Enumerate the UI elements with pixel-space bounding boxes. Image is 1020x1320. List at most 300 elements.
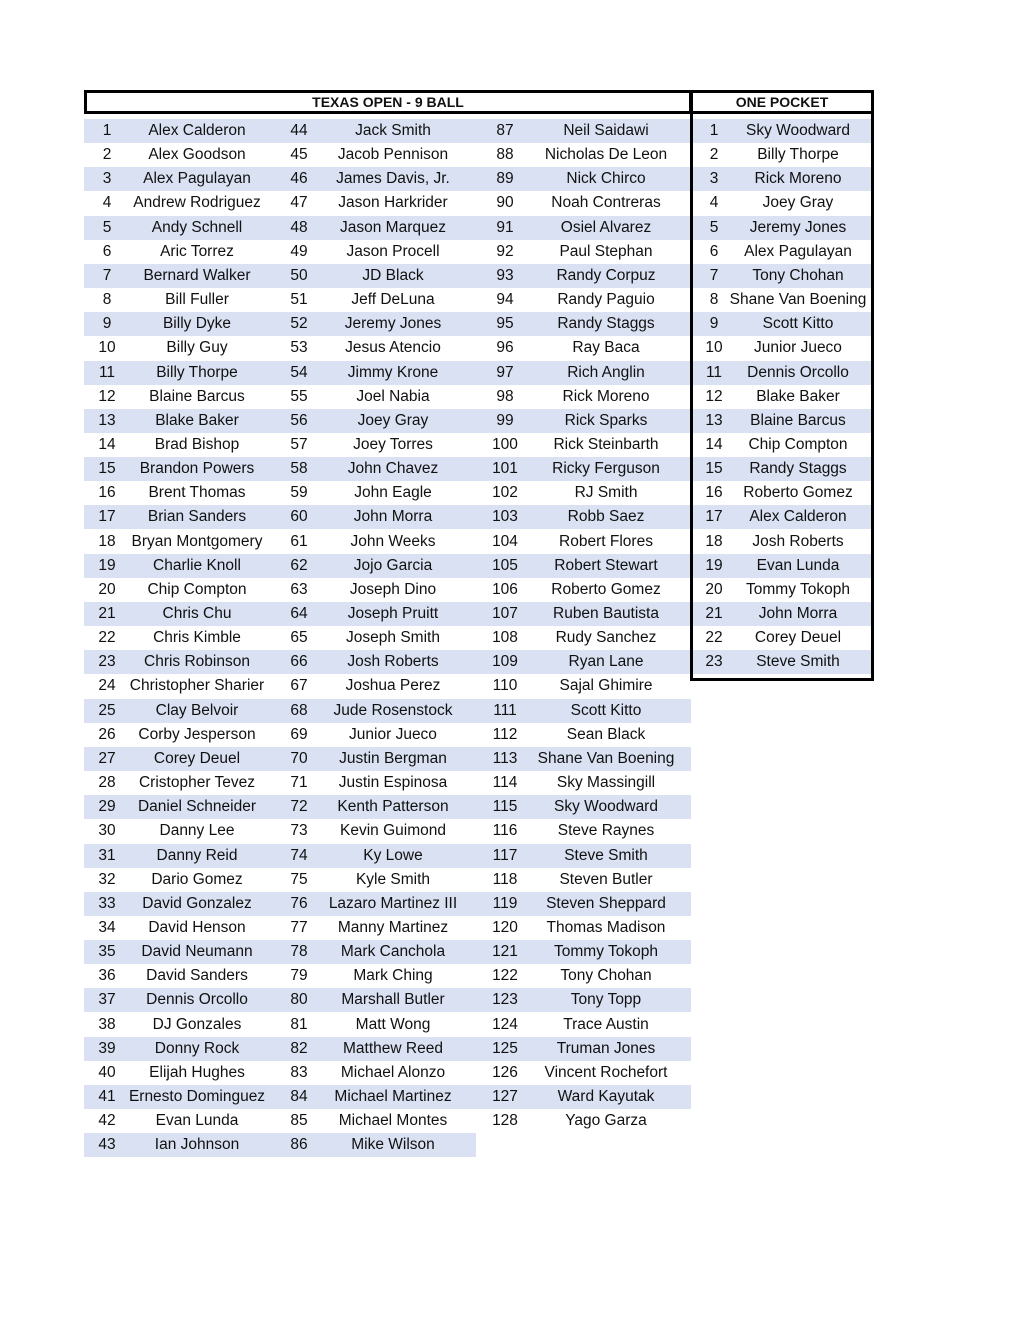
table-row [84,1013,476,1037]
table-row [476,1061,691,1085]
seed-number: 1 [102,122,112,139]
seed-number: 95 [496,315,514,333]
table-row [476,1085,691,1109]
player-name: Manny Martinez [337,918,449,936]
player-name: Donny Rock [154,1039,240,1057]
table-row [84,1133,476,1157]
player-name: Junior Jueco [349,725,437,743]
player-name: Alex Pagulayan [744,242,852,260]
seed-number: 11 [705,363,723,381]
seed-number: 62 [290,556,308,574]
player-name: Truman Jones [556,1039,656,1057]
table-row [692,119,872,143]
table-row [692,312,872,336]
player-name: Dennis Orcollo [747,363,849,381]
player-name: Andy Schnell [151,218,243,236]
player-name: Rick Sparks [564,411,648,429]
table-row [692,433,872,457]
player-name: David Neumann [141,943,253,961]
table-row [476,361,691,385]
seed-number: 16 [98,484,116,502]
seed-number: 105 [492,556,518,574]
player-name: Blaine Barcus [750,411,846,429]
seed-number: 15 [705,460,723,478]
seed-number: 34 [98,918,116,936]
table-row [84,530,476,554]
player-name: Paul Stephan [559,242,653,260]
player-name: John Eagle [354,484,432,502]
seed-number: 19 [705,556,723,574]
player-name: David Sanders [146,967,248,985]
table-row [84,868,476,892]
seed-number: 7 [102,266,112,284]
seed-number: 93 [496,266,514,284]
table-row [476,216,691,240]
seed-number: 101 [492,460,518,478]
seed-number: 107 [492,605,518,622]
player-name: Alex Calderon [148,122,246,139]
player-name: Josh Roberts [752,532,844,550]
player-name: Jeremy Jones [344,315,442,333]
seed-number: 121 [492,943,518,961]
table-row [692,336,872,360]
table-row [84,723,476,747]
seed-number: 10 [98,339,116,357]
table-row [476,385,691,409]
table-row [84,916,476,940]
player-name: David Gonzalez [142,894,252,912]
player-name: Chip Compton [147,580,247,598]
player-name: JD Black [362,266,424,284]
seed-number: 71 [290,774,308,792]
seed-number: 25 [98,701,116,719]
table-row [476,312,691,336]
seed-number: 24 [98,677,116,695]
table-row [692,481,872,505]
player-name: Steven Butler [559,870,653,888]
seed-number: 43 [98,1136,116,1154]
player-name: Corey Deuel [153,749,241,767]
player-name: Lazaro Martinez III [328,894,458,912]
seed-number: 125 [492,1039,518,1057]
table-row [476,554,691,578]
table-row [476,940,691,964]
table-row [84,336,476,360]
player-name: Bernard Walker [143,266,251,284]
seed-number: 110 [492,677,518,695]
table-row [692,288,872,312]
seed-number: 20 [705,580,723,598]
seed-number: 80 [290,991,308,1009]
player-name: Roberto Gomez [551,580,661,598]
seed-number: 42 [98,1112,116,1130]
seed-number: 120 [492,918,518,936]
seed-number: 96 [496,339,514,357]
table-row [84,795,476,819]
player-name: Ernesto Dominguez [128,1088,266,1105]
seed-number: 12 [98,387,116,405]
seed-number: 83 [290,1063,308,1081]
player-name: Steven Sheppard [546,894,666,912]
seed-number: 30 [98,822,116,840]
seed-number: 122 [492,967,518,985]
player-name: Randy Paguio [557,291,655,309]
seed-number: 124 [492,1015,518,1033]
player-name: Dennis Orcollo [146,991,248,1009]
player-name: Blaine Barcus [149,387,245,405]
table-row [692,264,872,288]
player-name: Joey Gray [357,411,429,429]
player-name: Nicholas De Leon [544,146,668,164]
table-row [692,361,872,385]
seed-number: 39 [98,1039,116,1057]
player-name: John Morra [353,508,433,526]
seed-number: 38 [98,1015,116,1033]
player-name: Randy Corpuz [556,266,656,284]
table-row [84,264,476,288]
seed-number: 97 [496,363,514,381]
seed-number: 116 [492,822,518,840]
player-name: Jason Harkrider [338,194,448,212]
table-row [476,868,691,892]
seed-number: 56 [290,411,308,429]
seed-number: 94 [496,291,514,309]
player-name: Aric Torrez [160,242,234,260]
seed-number: 6 [709,242,719,260]
table-row [84,167,476,191]
table-row [692,602,872,626]
player-name: Sky Woodward [554,798,658,816]
seed-number: 12 [705,387,723,405]
player-name: Scott Kitto [570,701,642,719]
player-name: DJ Gonzales [152,1015,242,1033]
player-name: Joey Torres [353,435,433,453]
table-row [692,216,872,240]
table-row [84,1085,476,1109]
seed-number: 76 [290,894,308,912]
table-row [476,288,691,312]
seed-number: 31 [98,846,116,864]
seed-number: 109 [492,653,518,671]
player-name: Sky Massingill [556,774,656,792]
seed-number: 72 [290,798,308,816]
player-name: Elijah Hughes [149,1063,245,1081]
player-name: Evan Lunda [155,1112,239,1130]
seed-number: 59 [290,484,308,502]
seed-number: 55 [290,387,308,405]
seed-number: 77 [290,918,308,936]
table-row [84,699,476,723]
table-row [84,361,476,385]
seed-number: 115 [492,798,518,816]
player-name: Osiel Alvarez [560,218,652,236]
player-name: Billy Thorpe [757,146,839,164]
player-name: James Davis, Jr. [336,170,450,188]
seed-number: 84 [290,1088,308,1105]
player-name: Jacob Pennison [337,146,449,164]
player-name: Matthew Reed [343,1039,443,1057]
player-name: Billy Guy [166,339,228,357]
seed-number: 17 [705,508,723,526]
player-name: Joseph Pruitt [347,605,439,622]
player-name: Rick Steinbarth [553,435,659,453]
player-name: Michael Montes [338,1112,448,1130]
player-name: Thomas Madison [546,918,666,936]
player-name: Brad Bishop [154,435,240,453]
player-name: Ricky Ferguson [552,460,660,478]
seed-number: 89 [496,170,514,188]
seed-number: 99 [496,411,514,429]
seed-number: 90 [496,194,514,212]
seed-number: 22 [98,629,116,647]
table-row [692,409,872,433]
player-name: Charlie Knoll [153,556,241,574]
seed-number: 19 [98,556,116,574]
table-row [84,602,476,626]
player-name: Roberto Gomez [743,484,853,502]
table-row [84,409,476,433]
player-name: Michael Martinez [334,1088,452,1105]
seed-number: 102 [492,484,518,502]
player-name: Jeff DeLuna [351,291,435,309]
player-name: Evan Lunda [756,556,840,574]
table-row [84,312,476,336]
seed-number: 52 [290,315,308,333]
seed-number: 32 [98,870,116,888]
seed-number: 119 [492,894,518,912]
player-name: Mark Ching [353,967,433,985]
player-name: Sean Black [566,725,646,743]
player-name: Mike Wilson [351,1136,435,1154]
table-row [476,795,691,819]
seed-number: 18 [705,532,723,550]
seed-number: 106 [492,580,518,598]
table-row [692,385,872,409]
player-name: Alex Calderon [749,508,847,526]
table-row [476,1037,691,1061]
player-name: Danny Lee [159,822,235,840]
table-row [476,409,691,433]
seed-number: 92 [496,242,514,260]
table-row [476,119,691,143]
player-name: Justin Espinosa [338,774,448,792]
table-row [84,433,476,457]
seed-number: 20 [98,580,116,598]
table-row [692,578,872,602]
player-name: Alex Pagulayan [143,170,251,188]
seed-number: 16 [705,484,723,502]
table-row [476,167,691,191]
table-row [476,674,691,698]
player-name: Chris Kimble [153,629,241,647]
player-name: Robert Stewart [554,556,658,574]
player-name: Jack Smith [355,122,431,139]
seed-number: 67 [290,677,308,695]
seed-number: 41 [98,1088,116,1105]
table-row [476,819,691,843]
seed-number: 91 [496,218,514,236]
player-name: Andrew Rodriguez [133,194,261,212]
seed-number: 58 [290,460,308,478]
player-name: Josh Roberts [347,653,439,671]
seed-number: 128 [492,1112,518,1130]
player-name: Corby Jesperson [138,725,256,743]
player-name: Kenth Patterson [337,798,449,816]
player-name: Joseph Dino [349,580,437,598]
player-name: Scott Kitto [762,315,834,333]
seed-number: 111 [493,701,517,719]
seed-number: 23 [98,653,116,671]
table-row [692,650,872,674]
seed-number: 126 [492,1063,518,1081]
table-row [692,191,872,215]
table-row [84,819,476,843]
seed-number: 64 [290,605,308,622]
seed-number: 108 [492,629,518,647]
table-row [84,626,476,650]
table-row [476,771,691,795]
seed-number: 11 [98,363,116,381]
seed-number: 104 [492,532,518,550]
seed-number: 9 [709,315,719,333]
seed-number: 29 [98,798,116,816]
seed-number: 4 [102,194,112,212]
table-row [84,964,476,988]
one-pocket-header: ONE POCKET [690,90,874,114]
table-row [84,771,476,795]
player-name: Tommy Tokoph [554,943,658,961]
player-name: Nick Chirco [566,170,646,188]
player-name: Danny Reid [156,846,238,864]
seed-number: 47 [290,194,308,212]
table-row [84,505,476,529]
seed-number: 6 [102,242,112,260]
player-name: Brent Thomas [148,484,246,502]
player-name: Mark Canchola [340,943,446,961]
player-name: Rick Moreno [562,387,650,405]
table-row [476,530,691,554]
player-name: Chris Robinson [144,653,250,671]
table-row [476,505,691,529]
seed-number: 36 [98,967,116,985]
seed-number: 113 [492,749,518,767]
seed-number: 5 [709,218,719,236]
table-row [476,578,691,602]
seed-number: 1 [709,122,719,139]
seed-number: 46 [290,170,308,188]
seed-number: 49 [290,242,308,260]
player-name: Neil Saidawi [563,122,649,139]
seed-number: 13 [98,411,116,429]
player-name: Chip Compton [748,435,848,453]
player-name: Brandon Powers [139,460,255,478]
player-name: Robert Flores [559,532,653,550]
table-row [84,216,476,240]
player-name: Joel Nabia [356,387,430,405]
seed-number: 15 [98,460,116,478]
seed-number: 98 [496,387,514,405]
player-name: Jason Marquez [340,218,446,236]
seed-number: 57 [290,435,308,453]
table-row [476,191,691,215]
player-name: John Weeks [350,532,436,550]
player-name: Billy Dyke [162,315,232,333]
seed-number: 21 [98,605,116,622]
player-name: Justin Bergman [339,749,447,767]
seed-number: 100 [492,435,518,453]
player-name: Alex Goodson [148,146,246,164]
seed-number: 82 [290,1039,308,1057]
player-name: Tony Chohan [560,967,652,985]
seed-number: 127 [492,1088,518,1105]
seed-number: 117 [492,846,518,864]
seed-number: 18 [98,532,116,550]
table-row [476,650,691,674]
seed-number: 9 [102,315,112,333]
seed-number: 17 [98,508,116,526]
player-name: Jimmy Krone [347,363,439,381]
player-name: Kyle Smith [355,870,431,888]
player-name: Daniel Schneider [137,798,257,816]
player-name: Tony Topp [570,991,642,1009]
seed-number: 4 [709,194,719,212]
seed-number: 112 [492,725,518,743]
seed-number: 118 [492,870,518,888]
seed-number: 2 [102,146,112,164]
seed-number: 14 [98,435,116,453]
player-name: Blake Baker [756,387,840,405]
player-name: Corey Deuel [754,629,842,647]
table-row [476,457,691,481]
player-name: Tony Chohan [752,266,844,284]
table-row [84,143,476,167]
seed-number: 8 [102,291,112,309]
player-name: Steve Smith [756,653,840,671]
player-name: Jason Procell [346,242,440,260]
table-row [84,240,476,264]
player-name: Jojo Garcia [353,556,433,574]
player-name: Steve Smith [564,846,648,864]
seed-number: 51 [290,291,308,309]
player-name: Robb Saez [567,508,645,526]
seed-number: 44 [290,122,308,139]
player-name: Joshua Perez [345,677,441,695]
player-name: Kevin Guimond [340,822,446,840]
player-name: Steve Raynes [557,822,655,840]
player-name: Yago Garza [565,1112,647,1130]
table-row [476,988,691,1012]
table-row [84,650,476,674]
table-row [476,964,691,988]
seed-number: 13 [705,411,723,429]
player-name: Jesus Atencio [345,339,441,357]
seed-number: 73 [290,822,308,840]
player-name: Randy Staggs [749,460,847,478]
player-name: Noah Contreras [551,194,661,212]
seed-number: 123 [492,991,518,1009]
seed-number: 68 [290,701,308,719]
seed-number: 79 [290,967,308,985]
player-name: RJ Smith [574,484,638,502]
table-row [476,433,691,457]
table-row [476,336,691,360]
table-row [84,1061,476,1085]
table-row [692,554,872,578]
player-name: Junior Jueco [754,339,842,357]
table-row [476,844,691,868]
table-row [84,578,476,602]
seed-number: 66 [290,653,308,671]
